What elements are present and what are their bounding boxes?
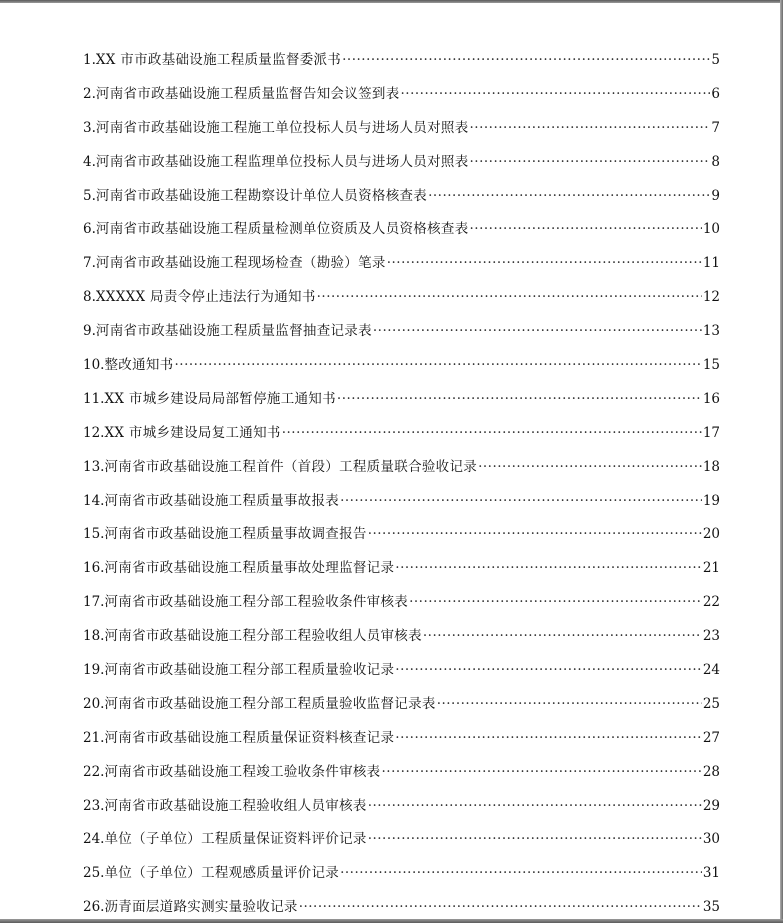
toc-entry[interactable] <box>83 44 720 78</box>
toc-entry-number: 3. <box>83 119 96 136</box>
toc-entry-number: 19. <box>83 662 105 679</box>
toc-entry-page-number: 28 <box>702 763 720 780</box>
toc-entry-page-number: 18 <box>702 458 720 475</box>
toc-entry-title: XX 市城乡建设局局部暂停施工通知书 <box>104 390 336 407</box>
toc-entry[interactable] <box>83 78 720 112</box>
toc-leader-dots <box>340 857 702 891</box>
toc-entry-title: 河南省市政基础设施工程质量事故报表 <box>104 492 340 509</box>
toc-leader-dots <box>478 451 702 485</box>
toc-entry-title: 整改通知书 <box>104 357 174 374</box>
toc-entry-page-number: 22 <box>702 594 720 611</box>
toc-entry-page-number: 30 <box>702 831 720 848</box>
toc-entry[interactable] <box>83 688 720 722</box>
toc-entry-page-number: 15 <box>702 357 720 374</box>
toc-entry-number: 10. <box>83 357 105 374</box>
toc-entry[interactable] <box>83 315 720 349</box>
top-border <box>0 0 783 3</box>
toc-entry-number: 6. <box>83 221 96 238</box>
toc-entry-page-number: 20 <box>702 526 720 543</box>
toc-leader-dots <box>337 383 702 417</box>
toc-entry[interactable] <box>83 756 720 790</box>
toc-leader-dots <box>437 688 702 722</box>
toc-entry-number: 12. <box>83 424 105 441</box>
toc-entry-title: XX 市城乡建设局复工通知书 <box>104 424 281 441</box>
toc-entry-title: 河南省市政基础设施工程首件（首段）工程质量联合验收记录 <box>104 458 478 475</box>
toc-entry-page-number: 31 <box>702 865 720 882</box>
toc-entry-page-number: 11 <box>702 255 720 272</box>
toc-entry-title: XX 市市政基础设施工程质量监督委派书 <box>95 52 342 68</box>
toc-entry-title: 单位（子单位）工程质量保证资料评价记录 <box>104 831 367 848</box>
toc-entry-page-number: 27 <box>702 729 720 746</box>
toc-entry-page-number: 6 <box>711 85 720 102</box>
toc-entry-page-number: 17 <box>702 424 720 441</box>
toc-entry-title: 河南省市政基础设施工程质量监督抽查记录表 <box>95 323 372 340</box>
toc-entry[interactable] <box>83 112 720 146</box>
toc-entry-page-number: 8 <box>711 153 720 170</box>
toc-entry-page-number: 23 <box>702 628 720 645</box>
toc-entry-number: 13. <box>83 458 105 475</box>
toc-entry[interactable] <box>83 518 720 552</box>
toc-entry-page-number: 19 <box>702 492 720 509</box>
toc-leader-dots <box>395 654 702 688</box>
toc-leader-dots <box>387 247 702 281</box>
toc-entry-page-number: 25 <box>702 695 720 712</box>
toc-entry-number: 4. <box>83 153 96 170</box>
toc-entry-title: 河南省市政基础设施工程质量保证资料核查记录 <box>104 729 395 746</box>
toc-leader-dots <box>470 213 702 247</box>
toc-entry-page-number: 13 <box>702 323 720 340</box>
toc-entry-number: 15. <box>83 526 105 543</box>
toc-entry[interactable] <box>83 146 720 180</box>
toc-entry[interactable] <box>83 891 720 923</box>
toc-entry-number: 11. <box>83 390 105 407</box>
toc-entry-title: 河南省市政基础设施工程施工单位投标人员与进场人员对照表 <box>95 119 469 136</box>
toc-entry[interactable] <box>83 586 720 620</box>
toc-leader-dots <box>409 586 702 620</box>
toc-entry-number: 22. <box>83 763 105 780</box>
toc-entry-number: 23. <box>83 797 105 814</box>
toc-entry-number: 17. <box>83 594 105 611</box>
toc-entry-page-number: 12 <box>702 289 720 306</box>
toc-entry-page-number: 35 <box>702 899 720 916</box>
toc-entry[interactable] <box>83 247 720 281</box>
toc-entry-title: 河南省市政基础设施工程分部工程质量验收记录 <box>104 662 395 679</box>
toc-entry-page-number: 9 <box>711 187 720 204</box>
toc-entry[interactable] <box>83 417 720 451</box>
toc-entry-number: 18. <box>83 628 105 645</box>
toc-entry-title: 河南省市政基础设施工程质量监督告知会议签到表 <box>95 85 400 102</box>
toc-leader-dots <box>282 417 702 451</box>
toc-leader-dots <box>373 315 702 349</box>
toc-entry-title: 河南省市政基础设施工程分部工程质量验收监督记录表 <box>104 695 436 712</box>
toc-entry[interactable] <box>83 552 720 586</box>
table-of-contents <box>83 44 720 923</box>
toc-entry[interactable] <box>83 722 720 756</box>
toc-entry-number: 14. <box>83 492 105 509</box>
toc-entry-title: 河南省市政基础设施工程现场检查（勘验）笔录 <box>95 255 386 272</box>
toc-leader-dots <box>368 790 702 824</box>
toc-entry[interactable] <box>83 451 720 485</box>
toc-entry-title: 河南省市政基础设施工程质量事故调查报告 <box>104 526 367 543</box>
toc-entry-number: 1. <box>83 52 96 68</box>
toc-entry-page-number: 7 <box>711 119 720 136</box>
toc-leader-dots <box>401 78 711 112</box>
toc-leader-dots <box>395 552 702 586</box>
toc-leader-dots <box>470 146 711 180</box>
toc-entry-title: 河南省市政基础设施工程验收组人员审核表 <box>104 797 367 814</box>
toc-entry-page-number: 5 <box>711 52 720 68</box>
toc-leader-dots <box>340 485 702 519</box>
toc-entry-title: 河南省市政基础设施工程质量事故处理监督记录 <box>104 560 395 577</box>
toc-leader-dots <box>428 180 710 214</box>
toc-entry-title: 沥青面层道路实测实量验收记录 <box>104 899 298 916</box>
toc-entry-number: 9. <box>83 323 96 340</box>
toc-entry[interactable] <box>83 349 720 383</box>
toc-entry-page-number: 16 <box>702 390 720 407</box>
toc-entry[interactable] <box>83 790 720 824</box>
toc-leader-dots <box>368 518 702 552</box>
toc-entry-title: XXXXX 局责令停止违法行为通知书 <box>95 289 316 306</box>
toc-leader-dots <box>299 891 702 923</box>
toc-entry-number: 21. <box>83 729 105 746</box>
toc-entry[interactable] <box>83 823 720 857</box>
toc-entry-title: 河南省市政基础设施工程竣工验收条件审核表 <box>104 763 381 780</box>
toc-entry[interactable] <box>83 281 720 315</box>
toc-leader-dots <box>423 620 702 654</box>
toc-entry-title: 河南省市政基础设施工程勘察设计单位人员资格核查表 <box>95 187 428 204</box>
toc-entry-title: 河南省市政基础设施工程分部工程验收组人员审核表 <box>104 628 422 645</box>
toc-leader-dots <box>381 756 701 790</box>
toc-entry-number: 2. <box>83 85 96 102</box>
toc-entry[interactable] <box>83 485 720 519</box>
toc-leader-dots <box>470 112 711 146</box>
toc-entry-page-number: 24 <box>702 662 720 679</box>
toc-entry-title: 河南省市政基础设施工程监理单位投标人员与进场人员对照表 <box>95 153 469 170</box>
toc-entry-number: 20. <box>83 695 105 712</box>
toc-entry-number: 8. <box>83 289 96 306</box>
toc-leader-dots <box>174 349 701 383</box>
toc-entry-number: 5. <box>83 187 96 204</box>
toc-entry[interactable] <box>83 620 720 654</box>
toc-entry-page-number: 29 <box>702 797 720 814</box>
toc-entry[interactable] <box>83 857 720 891</box>
toc-entry-title: 河南省市政基础设施工程分部工程验收条件审核表 <box>104 594 409 611</box>
toc-entry-page-number: 21 <box>702 560 720 577</box>
toc-entry[interactable] <box>83 180 720 214</box>
toc-entry[interactable] <box>83 654 720 688</box>
toc-entry[interactable] <box>83 383 720 417</box>
toc-entry-title: 单位（子单位）工程观感质量评价记录 <box>104 865 340 882</box>
toc-entry-number: 16. <box>83 560 105 577</box>
toc-entry-number: 24. <box>83 831 105 848</box>
toc-entry-number: 26. <box>83 899 105 916</box>
toc-entry-title: 河南省市政基础设施工程质量检测单位资质及人员资格核查表 <box>95 221 469 238</box>
toc-entry-page-number: 10 <box>702 221 720 238</box>
toc-entry[interactable] <box>83 213 720 247</box>
toc-leader-dots <box>368 823 702 857</box>
toc-entry-number: 7. <box>83 255 96 272</box>
toc-leader-dots <box>395 722 702 756</box>
toc-leader-dots <box>342 44 710 78</box>
toc-entry-number: 25. <box>83 865 105 882</box>
toc-leader-dots <box>317 281 702 315</box>
